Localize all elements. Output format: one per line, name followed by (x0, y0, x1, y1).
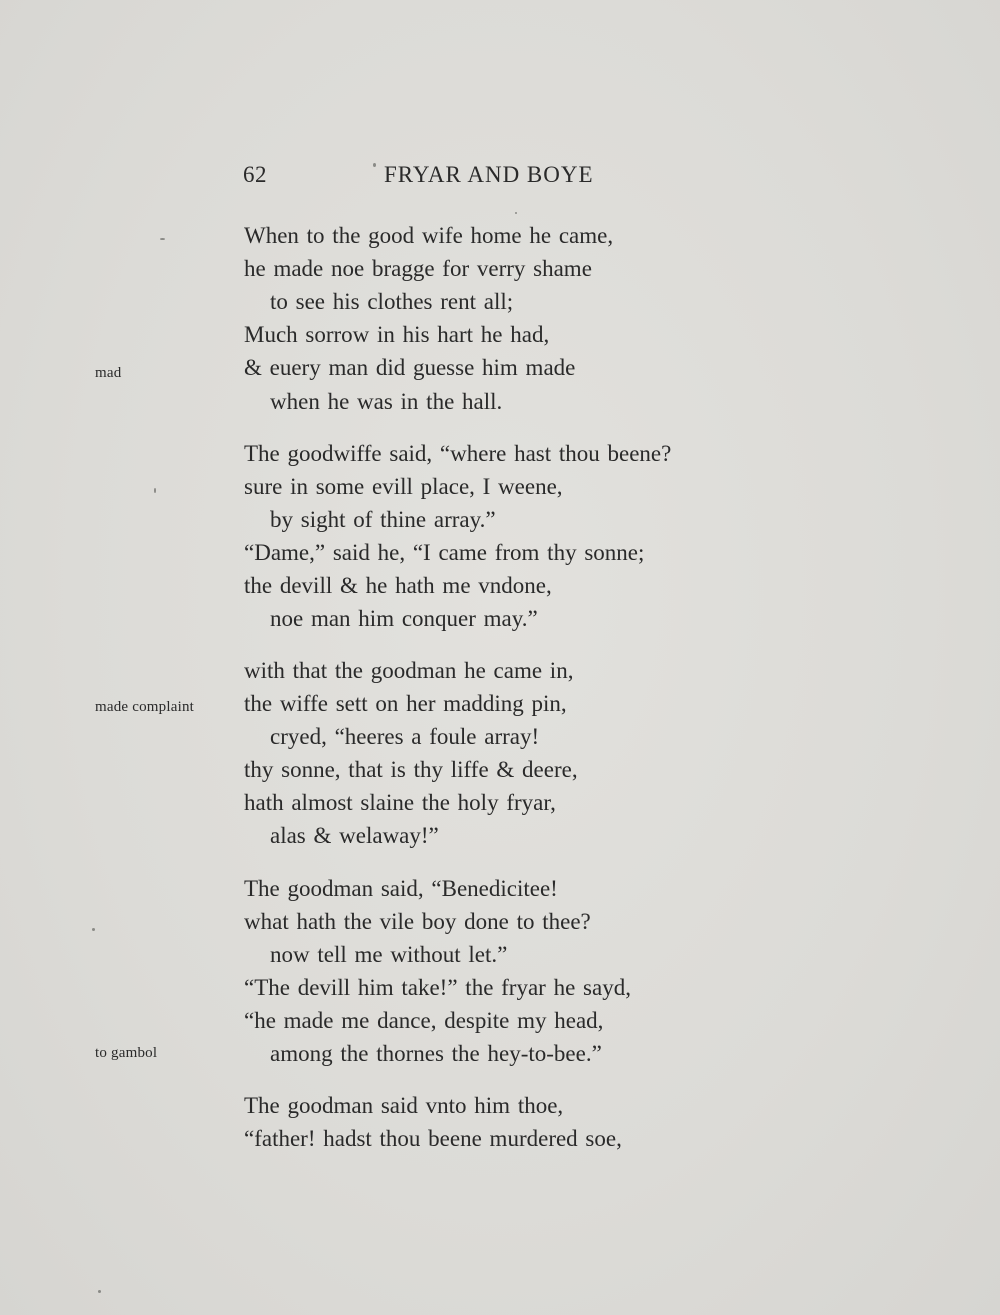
verse-line: “he made me dance, despite my head, (244, 1008, 604, 1033)
verse-line: cryed, “heeres a foule array! (270, 724, 540, 749)
verse-line: among the thornes the hey-to-bee.” (270, 1041, 602, 1066)
margin-gloss-made-complaint: made complaint (95, 699, 195, 715)
paper-speck (160, 238, 165, 240)
verse-line: hath almost slaine the holy fryar, (244, 790, 556, 815)
verse-line: by sight of thine array.” (270, 507, 496, 532)
paper-speck (515, 212, 517, 214)
verse-line: with that the goodman he came in, (244, 658, 574, 683)
verse-line: When to the good wife home he came, (244, 223, 614, 248)
verse-line: the devill & he hath me vndone, (244, 573, 552, 598)
verse-line: when he was in the hall. (270, 389, 503, 414)
verse-line: The goodman said vnto him thoe, (244, 1093, 564, 1118)
verse-line: the wiffe sett on her madding pin, (244, 691, 567, 716)
verse-line: “Dame,” said he, “I came from thy sonne; (244, 540, 645, 565)
page-number: 62 (243, 162, 267, 187)
running-title: FRYAR AND BOYE (384, 162, 594, 187)
verse-line: & euery man did guesse him made (244, 355, 576, 380)
verse-line: Much sorrow in his hart he had, (244, 322, 550, 347)
verse-line: “The devill him take!” the fryar he sayd, (244, 975, 631, 1000)
verse-line: what hath the vile boy done to thee? (244, 909, 591, 934)
verse-line: alas & welaway!” (270, 823, 439, 848)
verse-line: sure in some evill place, I weene, (244, 474, 563, 499)
paper-speck (92, 928, 95, 931)
verse-line: now tell me without let.” (270, 942, 508, 967)
paper-speck (373, 163, 376, 167)
paper-speck (154, 488, 156, 493)
verse-line: The goodwiffe said, “where hast thou beene? (244, 441, 672, 466)
margin-gloss-to-gambol: to gambol (95, 1045, 158, 1061)
verse-line: The goodman said, “Benedicitee! (244, 876, 558, 901)
verse-line: “father! hadst thou beene murdered soe, (244, 1126, 622, 1151)
paper-speck (98, 1290, 101, 1293)
verse-line: noe man him conquer may.” (270, 606, 538, 631)
verse-line: to see his clothes rent all; (270, 289, 514, 314)
verse-line: he made noe bragge for verry shame (244, 256, 592, 281)
verse-line: thy sonne, that is thy liffe & deere, (244, 757, 578, 782)
margin-gloss-mad: mad (95, 365, 122, 381)
page-header (243, 162, 643, 192)
